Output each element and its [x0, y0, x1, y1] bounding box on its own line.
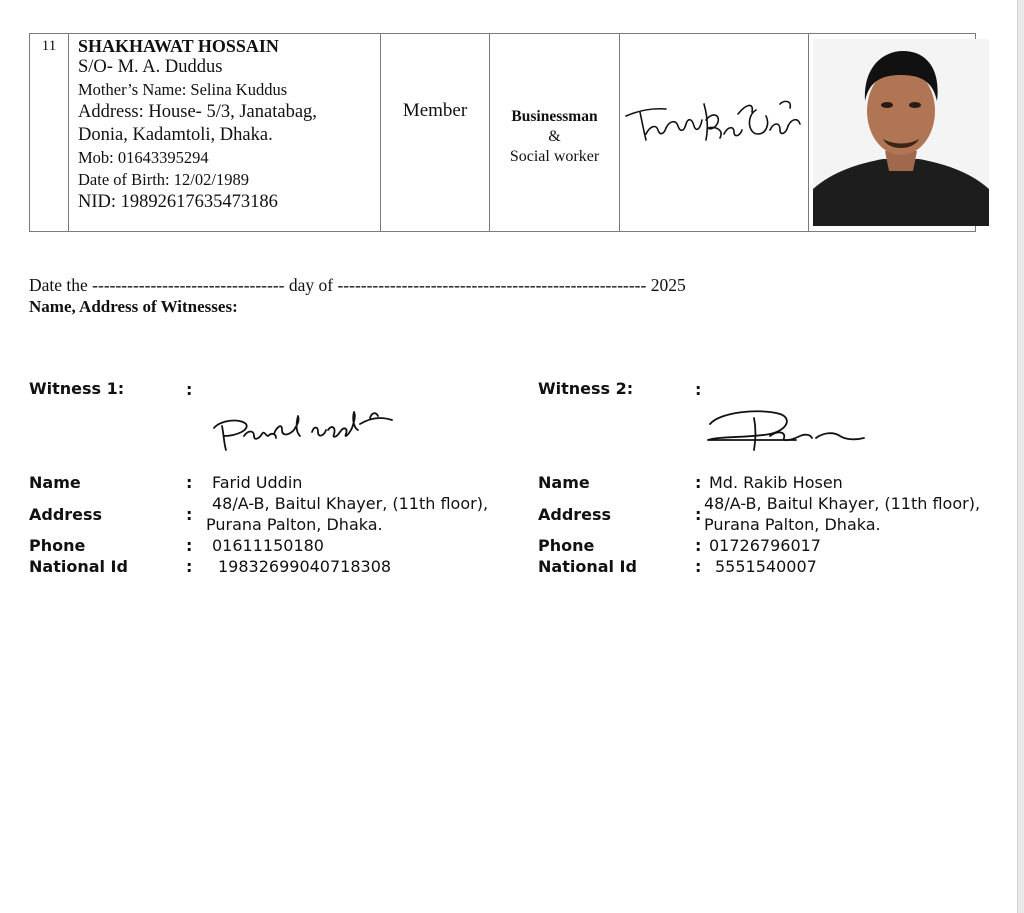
witness-1-phone-label: Phone	[29, 536, 86, 555]
page-edge	[1017, 0, 1024, 913]
witness-1-heading-colon: :	[186, 380, 193, 399]
member-mobile: Mob: 01643395294	[78, 148, 209, 167]
witness-1-signature	[210, 406, 400, 456]
date-blank-1: ---------------------------------	[92, 275, 285, 295]
member-name: SHAKHAWAT HOSSAIN	[78, 36, 279, 56]
witness-2-heading: Witness 2:	[538, 379, 634, 398]
occupation-line-1: Businessman	[511, 108, 598, 125]
witness-2-heading-colon: :	[695, 380, 702, 399]
witness-1-address-line-2: Purana Palton, Dhaka.	[206, 515, 383, 534]
member-dob: Date of Birth: 12/02/1989	[78, 170, 249, 189]
member-signature	[620, 90, 806, 170]
witness-2-name-colon: :	[695, 473, 702, 492]
occupation-line-2: Social worker	[509, 148, 600, 165]
witness-2-address-colon: :	[695, 505, 702, 524]
witness-1-name-label: Name	[29, 473, 81, 492]
date-year: 2025	[650, 275, 686, 295]
serial-number: 11	[41, 38, 57, 54]
photo-cell	[809, 34, 976, 232]
witness-1-nid-label: National Id	[29, 557, 128, 576]
witness-2-phone-label: Phone	[538, 536, 595, 555]
witness-1-nid-colon: :	[186, 557, 193, 576]
member-signature-cell	[620, 34, 809, 232]
member-nid: NID: 19892617635473186	[78, 192, 278, 212]
serial-cell	[30, 34, 69, 232]
witness-2-address-line-2: Purana Palton, Dhaka.	[704, 515, 881, 534]
date-line	[29, 275, 686, 296]
date-blank-2: -----------------------------------------------------	[337, 275, 647, 295]
member-position: Member	[402, 100, 468, 121]
witness-2-nid-label: National Id	[538, 557, 637, 576]
occupation-ampersand: &	[548, 128, 561, 145]
occupation-cell	[490, 34, 620, 232]
position-cell	[381, 34, 490, 232]
witness-1-nid: 19832699040718308	[218, 557, 392, 576]
witness-1-phone: 01611150180	[212, 536, 324, 555]
witness-1-phone-colon: :	[186, 536, 193, 555]
witness-2-name-label: Name	[538, 473, 590, 492]
witness-2-name: Md. Rakib Hosen	[709, 473, 843, 492]
witness-2-nid-colon: :	[695, 557, 702, 576]
witness-1-name-colon: :	[186, 473, 193, 492]
witness-1-address-label: Address	[29, 505, 103, 524]
witnesses-title: Name, Address of Witnesses:	[29, 297, 238, 316]
witness-2-nid: 5551540007	[715, 557, 817, 576]
witness-2-phone-colon: :	[695, 536, 702, 555]
member-father: S/O- M. A. Duddus	[78, 57, 223, 77]
witness-2-address-label: Address	[538, 505, 612, 524]
member-photo	[813, 39, 989, 226]
witness-2-signature	[700, 406, 870, 454]
member-table	[29, 33, 976, 232]
portrait-graphic	[813, 39, 989, 226]
witness-1-address-colon: :	[186, 505, 193, 524]
witness-1-address-line-1: 48/A-B, Baitul Khayer, (11th floor),	[212, 494, 489, 513]
date-middle: day of	[288, 275, 334, 295]
witness-1-name: Farid Uddin	[212, 473, 303, 492]
witness-2-address-line-1: 48/A-B, Baitul Khayer, (11th floor),	[704, 494, 981, 513]
member-address-line-2: Donia, Kadamtoli, Dhaka.	[78, 125, 273, 145]
member-info-cell	[69, 34, 381, 232]
witness-2-phone: 01726796017	[709, 536, 821, 555]
member-mother: Mother’s Name: Selina Kuddus	[78, 80, 288, 99]
witness-1-heading: Witness 1:	[29, 379, 125, 398]
date-prefix: Date the	[29, 275, 88, 295]
member-row	[30, 34, 976, 232]
member-address-line-1: Address: House- 5/3, Janatabag,	[78, 102, 317, 122]
